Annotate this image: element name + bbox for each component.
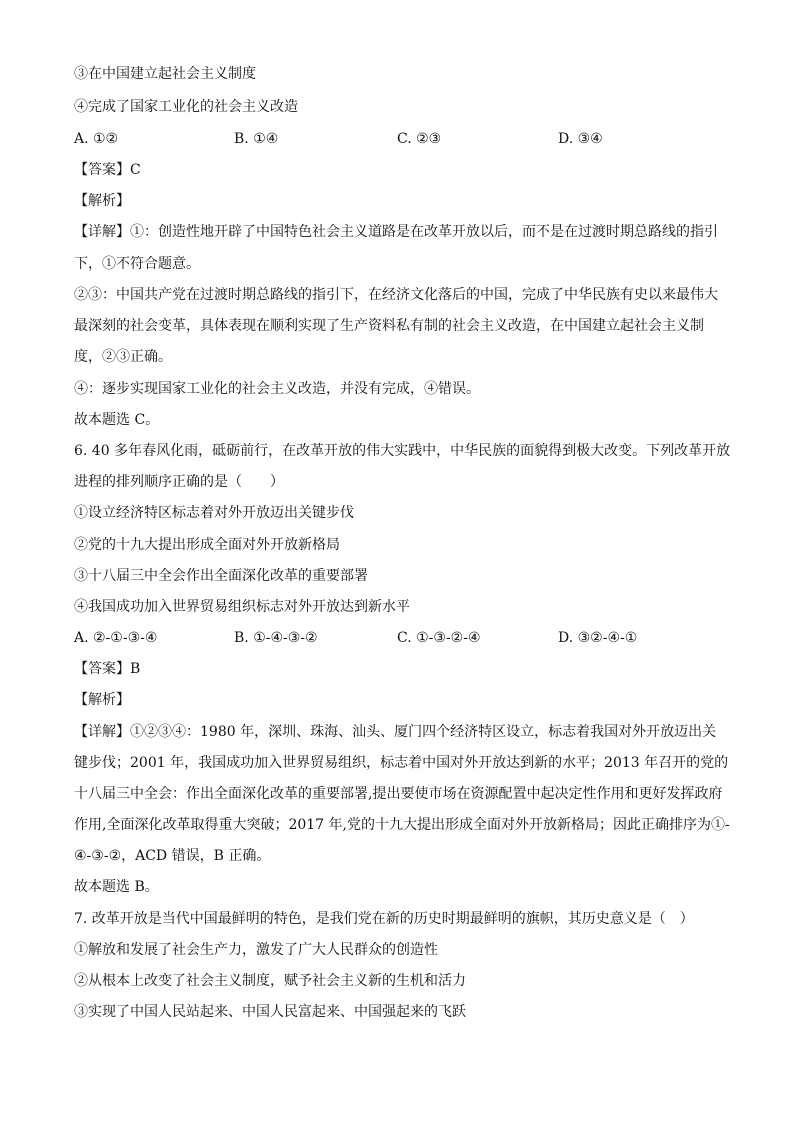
q5-explanation-line: ②③：中国共产党在过渡时期总路线的指引下，在经济文化落后的中国，完成了中华民族有史以来最伟大	[74, 287, 718, 303]
q5-option-d: D. ③④	[558, 131, 603, 147]
q6-stem: 进程的排列顺序正确的是（ ）	[74, 474, 284, 490]
q7-stem: 7. 改革开放是当代中国最鲜明的特色，是我们党在新的历史时期最鲜明的旗帜，其历史意义是（ ）	[74, 911, 694, 927]
q6-explanation-line: 【详解】①②③④：1980 年，深圳、珠海、汕头、厦门四个经济特区设立，标志着我国对外开放迈出关	[74, 724, 717, 740]
q6-option-d: D. ③②-④-①	[558, 630, 638, 646]
q5-explanation-line: 最深刻的社会变革，具体表现在顺利实现了生产资料私有制的社会主义改造，在中国建立起社会主义制	[74, 318, 704, 334]
q6-option-a: A. ②-①-③-④	[74, 630, 158, 646]
q6-explanation-line: 作用,全面深化改革取得重大突破；2017 年,党的十九大提出形成全面对外开放新格局；因此正确排序为①-	[74, 817, 730, 833]
q6-item-3: ③十八届三中全会作出全面深化改革的重要部署	[74, 568, 368, 584]
q6-option-b: B. ①-④-③-②	[234, 630, 318, 646]
q6-item-4: ④我国成功加入世界贸易组织标志对外开放达到新水平	[74, 599, 410, 615]
q5-answer: 【答案】C	[74, 162, 141, 178]
q6-option-c: C. ①-③-②-④	[397, 630, 481, 646]
q5-option-c: C. ②③	[397, 131, 442, 147]
q6-item-1: ①设立经济特区标志着对外开放迈出关键步伐	[74, 505, 354, 521]
q5-explanation-line: 下，①不符合题意。	[74, 256, 200, 272]
q5-explanation-line: 度，②③正确。	[74, 349, 172, 365]
q5-conclusion: 故本题选 C。	[74, 412, 160, 428]
q7-item-1: ①解放和发展了社会生产力，激发了广大人民群众的创造性	[74, 942, 438, 958]
q5-option-b: B. ①④	[234, 131, 279, 147]
q6-answer: 【答案】B	[74, 661, 141, 677]
q5-item-3: ③在中国建立起社会主义制度	[74, 66, 256, 82]
q5-explanation-line: 【详解】①：创造性地开辟了中国特色社会主义道路是在改革开放以后，而不是在过渡时期总路线的指引	[74, 224, 718, 240]
q5-explanation-line: ④：逐步实现国家工业化的社会主义改造，并没有完成，④错误。	[74, 381, 480, 397]
q6-stem: 6. 40 多年春风化雨，砥砺前行，在改革开放的伟大实践中，中华民族的面貌得到极大改变。下列改革开放	[74, 443, 731, 459]
q6-options	[74, 628, 724, 648]
q6-conclusion: 故本题选 B。	[74, 879, 159, 895]
q5-options	[74, 129, 724, 149]
q6-explanation-line: 十八届三中全会：作出全面深化改革的重要部署,提出要使市场在资源配置中起决定性作用和更好发挥政府	[74, 786, 723, 802]
q5-item-4: ④完成了国家工业化的社会主义改造	[74, 99, 298, 115]
q7-item-2: ②从根本上改变了社会主义制度，赋予社会主义新的生机和活力	[74, 973, 466, 989]
q5-option-a: A. ①②	[74, 131, 119, 147]
q6-explanation-line: 键步伐；2001 年，我国成功加入世界贸易组织，标志着中国对外开放达到新的水平；2013 年召开的党的	[74, 755, 729, 771]
q5-analysis-heading: 【解析】	[74, 193, 130, 209]
q7-item-3: ③实现了中国人民站起来、中国人民富起来、中国强起来的飞跃	[74, 1004, 466, 1020]
q6-analysis-heading: 【解析】	[74, 692, 130, 708]
q6-explanation-line: ④-③-②，ACD 错误，B 正确。	[74, 848, 271, 864]
q6-item-2: ②党的十九大提出形成全面对外开放新格局	[74, 537, 340, 553]
